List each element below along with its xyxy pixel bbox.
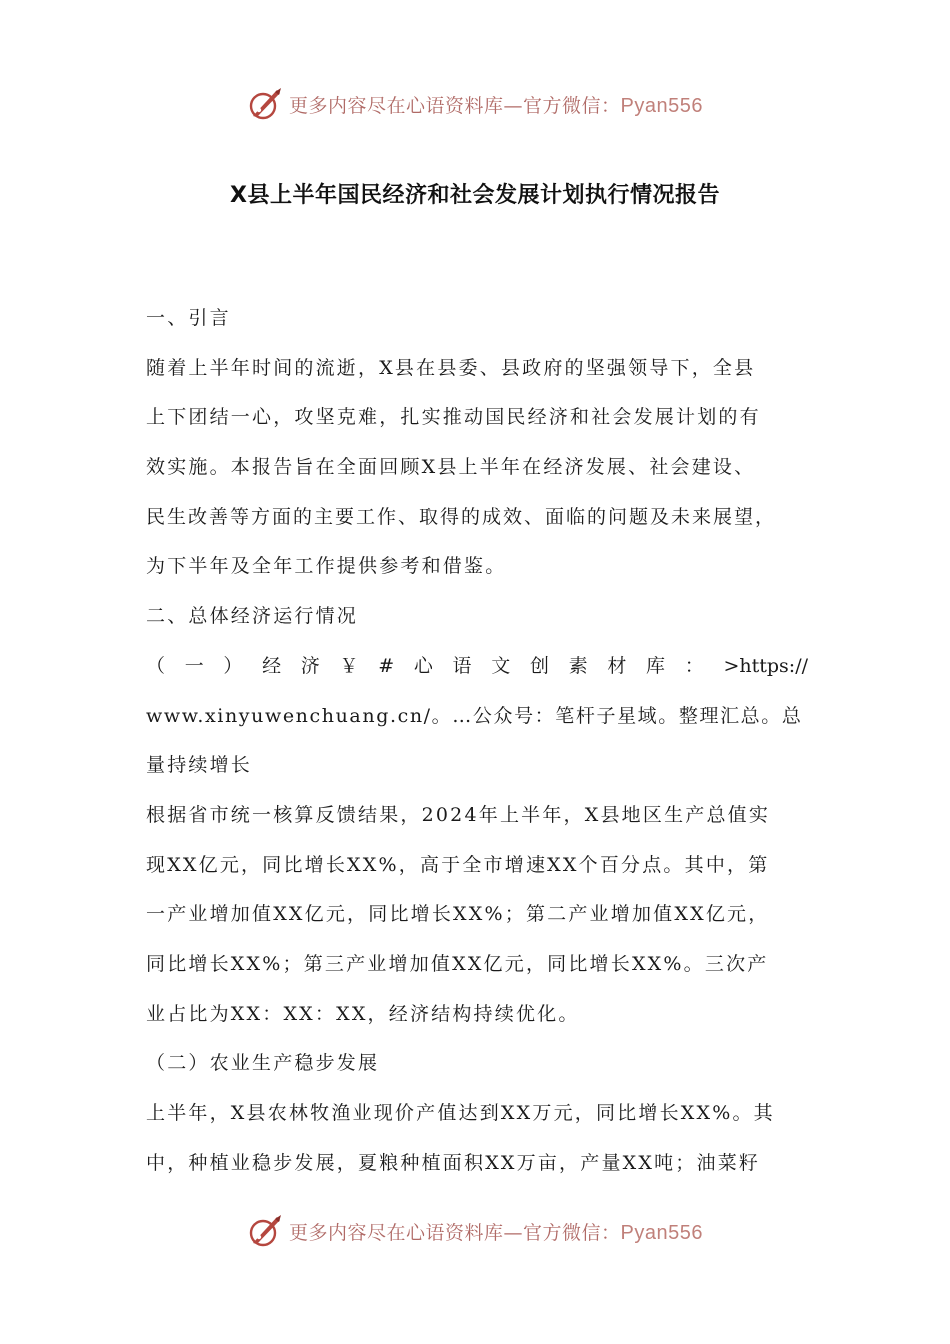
subheading-line: （一）经济￥#心语文创素材库：>https:// <box>146 654 808 677</box>
header-watermark-banner <box>0 82 950 126</box>
paragraph-line: 同比增长XX%；第三产业增加值XX亿元，同比增长XX%。三次产 <box>146 952 769 975</box>
watermark-text: 更多内容尽在心语资料库—官方微信：Pyan556 <box>289 1221 703 1244</box>
paragraph-line: 业占比为XX：XX：XX，经济结构持续优化。 <box>146 1002 580 1025</box>
wechat-id: Pyan556 <box>620 1221 703 1244</box>
paragraph-line: 现XX亿元，同比增长XX%，高于全市增速XX个百分点。其中，第 <box>146 853 770 876</box>
footer-watermark-banner <box>0 1209 950 1253</box>
paragraph-line: 一产业增加值XX亿元，同比增长XX%；第二产业增加值XX亿元， <box>146 903 770 926</box>
quill-pen-logo-icon <box>247 86 283 122</box>
paragraph-line: 效实施。本报告旨在全面回顾X县上半年在经济发展、社会建设、 <box>146 456 756 479</box>
subheading-agriculture: （二）农业生产稳步发展 <box>146 1052 380 1075</box>
paragraph-line: 根据省市统一核算反馈结果，2024年上半年，X县地区生产总值实 <box>146 803 771 826</box>
paragraph-line: 为下半年及全年工作提供参考和借鉴。 <box>146 555 507 578</box>
paragraph-line: 上半年，X县农林牧渔业现价产值达到XX万元，同比增长XX%。其 <box>146 1102 775 1124</box>
document-body <box>146 300 808 1194</box>
wechat-id: Pyan556 <box>620 94 703 117</box>
paragraph-line: 中，种植业稳步发展，夏粮种植面积XX万亩，产量XX吨；油菜籽 <box>146 1151 761 1174</box>
section-heading-intro: 一、引言 <box>146 307 231 329</box>
section-heading-overall: 二、总体经济运行情况 <box>146 605 359 628</box>
paragraph-line: 上下团结一心，攻坚克难，扎实推动国民经济和社会发展计划的有 <box>146 406 761 429</box>
paragraph-line: 随着上半年时间的流逝，X县在县委、县政府的坚强领导下，全县 <box>146 356 756 379</box>
watermark-text: 更多内容尽在心语资料库—官方微信：Pyan556 <box>289 94 703 117</box>
paragraph-line: 民生改善等方面的主要工作、取得的成效、面临的问题及未来展望， <box>146 505 777 528</box>
quill-pen-logo-icon <box>247 1213 283 1249</box>
paragraph-line: www.xinyuwenchuang.cn/。…公众号：笔杆子星域。整理汇总。总 <box>146 704 803 727</box>
document-title: X县上半年国民经济和社会发展计划执行情况报告 <box>230 183 720 208</box>
paragraph-line: 量持续增长 <box>146 754 253 777</box>
